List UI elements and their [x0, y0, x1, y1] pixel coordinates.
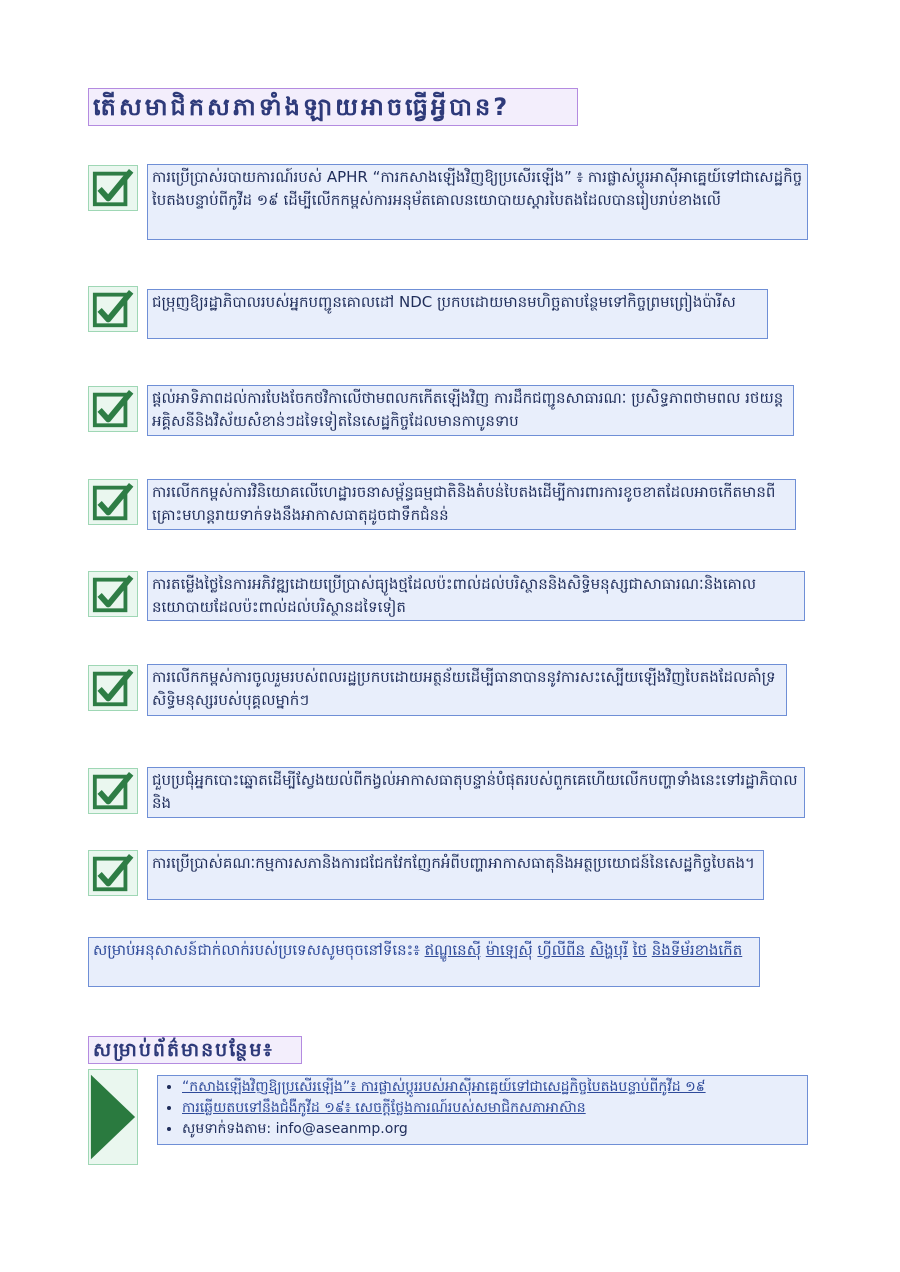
checkbox-checked-icon — [88, 768, 138, 814]
more-info-heading: សម្រាប់ព័ត៌មានបន្ថែម៖ — [88, 1036, 302, 1064]
checkbox-checked-icon — [88, 479, 138, 525]
contact-email: សូមទាក់ទងតាម: info@aseanmp.org — [182, 1121, 408, 1137]
link-singapore[interactable]: សិង្ហបុរី — [589, 941, 628, 959]
link-thailand[interactable]: ថៃ — [632, 941, 647, 959]
page-title: តើសមាជិកសភាទាំងឡាយអាចធ្វើអ្វីបាន? — [88, 88, 578, 126]
action-item: ផ្តល់អាទិភាពដល់ការបែងចែកថវិកាលើថាមពលកកើតឡើងវិញ ការដឹកជញ្ជូនសាធារណៈ ប្រសិទ្ធភាពថាមពល រថយន្តអគ្គិសនីនិងវិស័យសំខាន់ៗដទៃទៀតនៃសេដ្ឋកិច្ចដែលមានកាបូនទាប — [147, 385, 794, 436]
link-covid-response-statement[interactable]: ការឆ្លើយតបទៅនឹងជំងឺកូវីដ ១៩៖ សេចក្តីថ្លែងការណ៍របស់សមាជិកសភាអាស៊ាន — [182, 1100, 586, 1116]
arrow-right-icon — [88, 1069, 138, 1165]
checkbox-checked-icon — [88, 386, 138, 432]
link-timor-leste[interactable]: និងទីម័រខាងកើត — [651, 941, 743, 959]
action-item: ការលើកកម្ពស់ការវិនិយោគលើហេដ្ឋារចនាសម្ព័ន្ធធម្មជាតិនិងតំបន់បៃតងដើម្បីការពារការខូចខាតដែលអាចកើតមានពីគ្រោះមហន្តរាយទាក់ទងនឹងអាកាសធាតុដូចជាទឹកជំនន់ — [147, 479, 796, 530]
list-item — [182, 1119, 803, 1140]
checkbox-checked-icon — [88, 286, 138, 332]
list-item[interactable] — [182, 1077, 803, 1098]
action-item: ការប្រើប្រាស់របាយការណ៍របស់ APHR “ការកសាងឡើងវិញឱ្យប្រសើរឡើង” ៖ ការផ្លាស់ប្តូរអាស៊ីអាគ្នេយ៍ទៅជាសេដ្ឋកិច្ចបៃតងបន្ទាប់ពីកូវីដ ១៩ ដើម្បីលើកកម្ពស់ការអនុម័តគោលនយោបាយស្តារបៃតងដែលបានរៀបរាប់ខាងលើ — [147, 164, 808, 240]
action-item: ការលើកកម្ពស់ការចូលរួមរបស់ពលរដ្ឋប្រកបដោយអត្ថន័យដើម្បីធានាបាននូវការសះស្បើយឡើងវិញបៃតងដែលគាំទ្រសិទ្ធិមនុស្សរបស់បុគ្គលម្នាក់ៗ — [147, 664, 787, 716]
link-indonesia[interactable]: ឥណ្ឌូនេស៊ី — [424, 941, 481, 959]
note-prefix: សម្រាប់អនុសាសន៍ជាក់លាក់របស់ប្រទេសសូមចុចនៅទីនេះ៖ — [93, 941, 425, 959]
action-item: ការប្រើប្រាស់គណៈកម្មការសភានិងការជជែកវែកញែកអំពីបញ្ហាអាកាសធាតុនិងអត្ថប្រយោជន៍នៃសេដ្ឋកិច្ចបៃតង។ — [147, 850, 764, 900]
checkbox-checked-icon — [88, 665, 138, 711]
link-malaysia[interactable]: ម៉ាឡេស៊ី — [485, 941, 533, 959]
link-philippines[interactable]: ហ្វីលីពីន — [537, 941, 586, 959]
checkbox-checked-icon — [88, 850, 138, 896]
more-info-list — [157, 1075, 808, 1145]
link-build-back-better-report[interactable]: “កសាងឡើងវិញឱ្យប្រសើរឡើង”៖ ការផ្លាស់ប្តូររបស់អាស៊ីអាគ្នេយ៍ទៅជាសេដ្ឋកិច្ចបៃតងបន្ទាប់ពីកូវីដ ១៩ — [182, 1079, 706, 1095]
country-recommendations-note — [88, 937, 760, 987]
checkbox-checked-icon — [88, 571, 138, 617]
action-item: ជួបប្រជុំអ្នកបោះឆ្នោតដើម្បីស្វែងយល់ពីកង្វល់អាកាសធាតុបន្ទាន់បំផុតរបស់ពួកគេហើយលើកបញ្ហាទាំងនេះទៅរដ្ឋាភិបាល និង — [147, 767, 805, 818]
action-item: ជម្រុញឱ្យរដ្ឋាភិបាលរបស់អ្នកបញ្ជូនគោលដៅ NDC ប្រកបដោយមានមហិច្ឆតាបន្ថែមទៅកិច្ចព្រមព្រៀងប៉ារីស — [147, 289, 768, 339]
list-item[interactable] — [182, 1098, 803, 1119]
checkbox-checked-icon — [88, 165, 138, 211]
action-item: ការតម្លើងថ្លៃនៃការអភិវឌ្ឍដោយប្រើប្រាស់ធ្យូងថ្មដែលប៉ះពាល់ដល់បរិស្ថាននិងសិទ្ធិមនុស្សជាសាធារណៈនិងគោលនយោបាយដែលប៉ះពាល់ដល់បរិស្ថានដទៃទៀត — [147, 571, 805, 621]
